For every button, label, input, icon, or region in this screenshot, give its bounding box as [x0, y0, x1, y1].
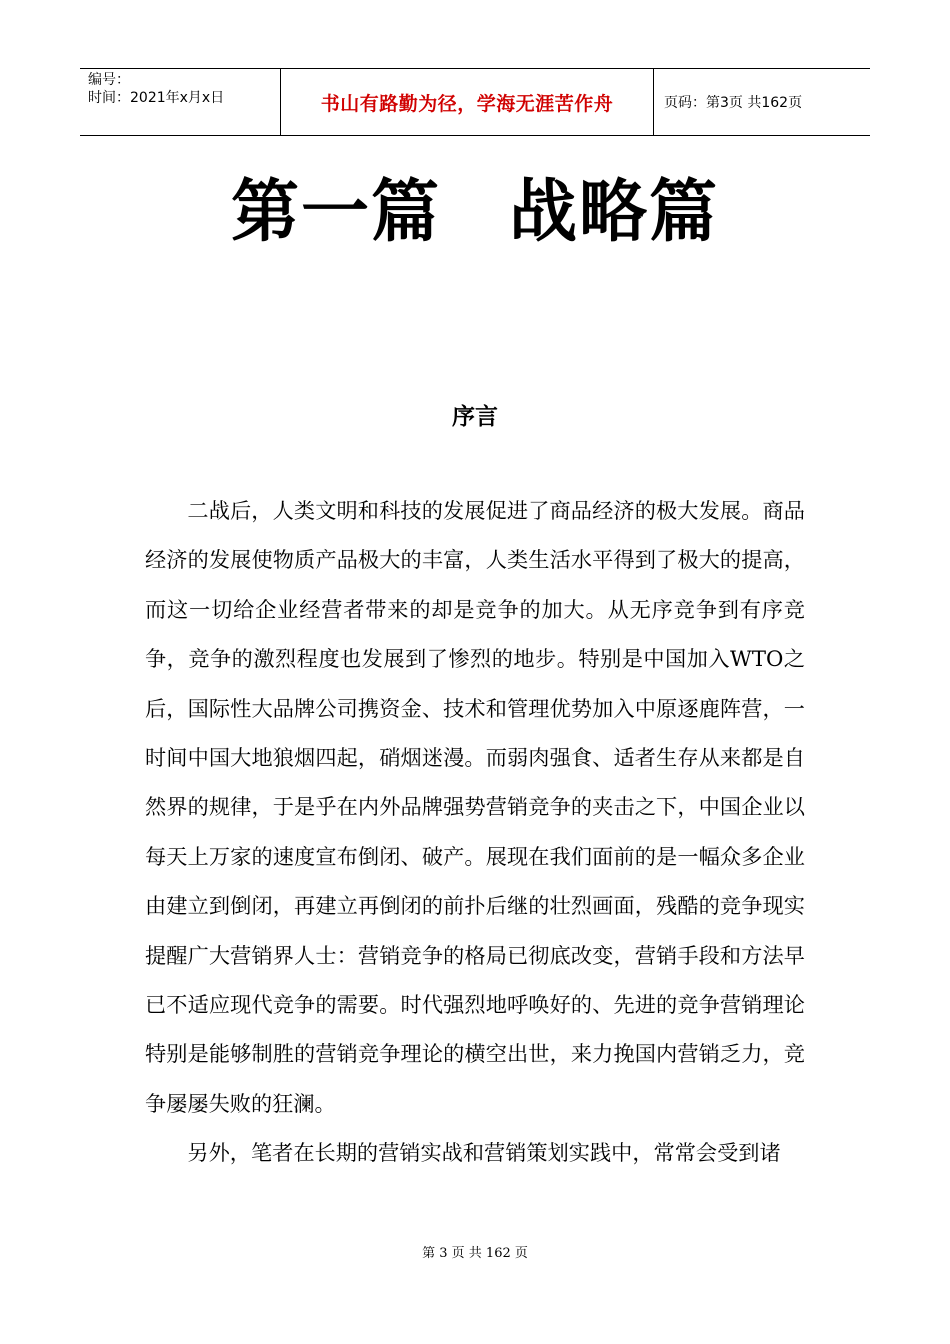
body-text	[145, 486, 805, 1178]
paragraph-1: 二战后，人类文明和科技的发展促进了商品经济的极大发展。商品经济的发展使物质产品极大的丰富，人类生活水平得到了极大的提高，而这一切给企业经营者带来的却是竞争的加大。从无序竞争到有序竞争，竞争的激烈程度也发展到了惨烈的地步。特别是中国加入WTO之后，国际性大品牌公司携资金、技术和管理优势加入中原逐鹿阵营，一时间中国大地狼烟四起，硝烟迷漫。而弱肉强食、适者生存从来都是自然界的规律，于是乎在内外品牌强势营销竞争的夹击之下，中国企业以每天上万家的速度宣布倒闭、破产。展现在我们面前的是一幅众多企业由建立到倒闭，再建立再倒闭的前扑后继的壮烈画面，残酷的竞争现实提醒广大营销界人士：营销竞争的格局已彻底改变，营销手段和方法早已不适应现代竞争的需要。时代强烈地呼唤好的、先进的竞争营销理论特别是能够制胜的营销竞争理论的横空出世，来力挽国内营销乏力，竞争屡屡失败的狂澜。	[145, 498, 805, 1116]
header-page-info: 页码：第3页 共162页	[664, 95, 803, 111]
part-number: 第一篇	[230, 173, 441, 252]
paragraph-2: 另外，笔者在长期的营销实战和营销策划实践中，常常会受到诸	[187, 1140, 781, 1166]
document-date-label: 时间：2021年x月x日	[88, 90, 225, 106]
part-title	[0, 168, 950, 258]
header-motto: 书山有路勤为径，学海无涯苦作舟	[281, 69, 654, 135]
page-header	[80, 68, 870, 136]
header-meta	[80, 69, 281, 135]
document-number-label: 编号：	[88, 72, 130, 88]
part-name: 战略篇	[509, 173, 720, 252]
section-heading: 序言	[452, 404, 498, 430]
page-footer: 第 3 页 共 162 页	[422, 1246, 528, 1261]
